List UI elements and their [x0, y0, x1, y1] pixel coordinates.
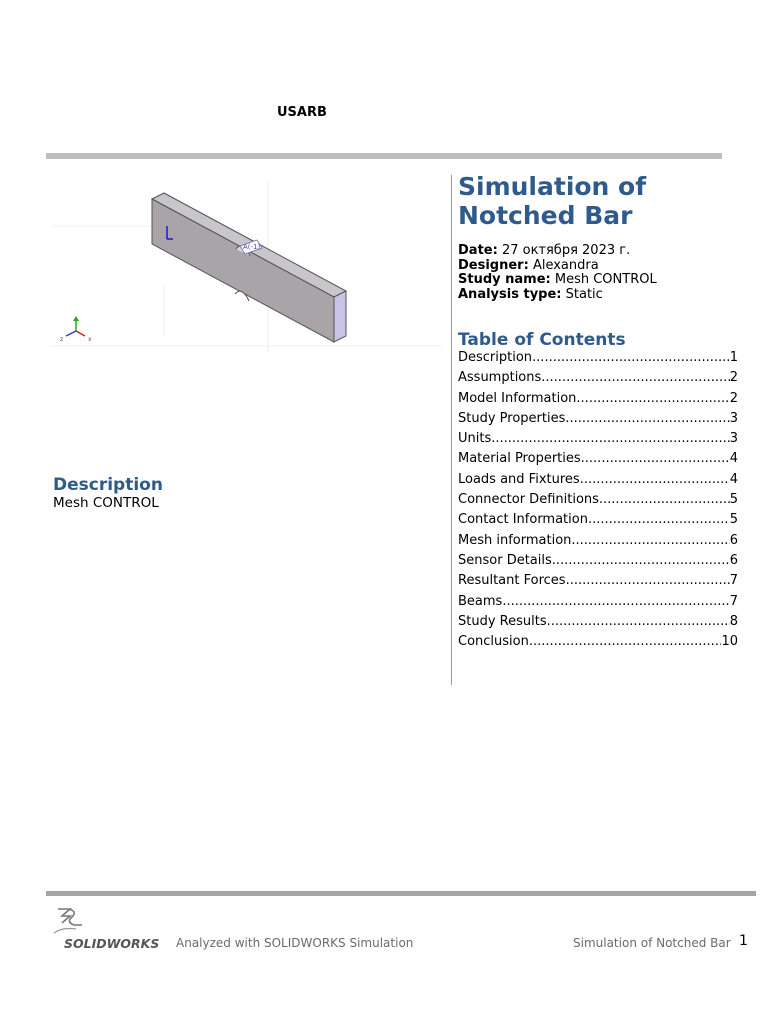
- toc-item[interactable]: Study Properties ..... 3: [458, 410, 738, 430]
- meta-date: Date: 27 октября 2023 г.: [458, 243, 631, 258]
- report-meta: [458, 244, 657, 302]
- meta-study-name: Study name: Mesh CONTROL: [458, 272, 657, 287]
- header-divider: [46, 153, 722, 159]
- meta-analysis-type: Analysis type: Static: [458, 286, 603, 302]
- toc-heading: Table of Contents: [458, 330, 626, 350]
- toc-item[interactable]: Mesh information ..... 6: [458, 532, 738, 552]
- toc-item[interactable]: Connector Definitions ..... 5: [458, 491, 738, 511]
- toc-item[interactable]: Study Results ..... 8: [458, 613, 738, 633]
- toc-item[interactable]: Description ..... 1: [458, 349, 738, 369]
- toc-item[interactable]: Sensor Details ..... 6: [458, 552, 738, 572]
- toc-item[interactable]: Contact Information ..... 5: [458, 511, 738, 531]
- column-divider: [451, 175, 452, 685]
- bar-end-face: [334, 291, 346, 342]
- toc-item[interactable]: Units ..... 3: [458, 430, 738, 450]
- toc-item[interactable]: Resultant Forces ..... 7: [458, 572, 738, 592]
- solidworks-logo-icon: [52, 905, 162, 953]
- svg-text:A(-1): A(-1): [243, 243, 261, 251]
- svg-text:x: x: [88, 336, 92, 343]
- page-number: 1: [739, 933, 748, 949]
- svg-text:SOLIDWORKS: SOLIDWORKS: [64, 936, 160, 951]
- axis-triad-icon: [60, 316, 92, 343]
- toc-item[interactable]: Model Information ..... 2: [458, 390, 738, 410]
- toc-item[interactable]: Loads and Fixtures ..... 4: [458, 471, 738, 491]
- description-heading: Description: [53, 475, 163, 495]
- description-text: Mesh CONTROL: [53, 495, 159, 511]
- table-of-contents: [458, 349, 738, 653]
- meta-designer: Designer: Alexandra: [458, 257, 599, 273]
- svg-text:z: z: [60, 336, 64, 343]
- toc-item[interactable]: Material Properties ..... 4: [458, 450, 738, 470]
- footer-divider: [46, 891, 756, 896]
- footer-analyzed-with: Analyzed with SOLIDWORKS Simulation: [176, 936, 414, 950]
- toc-item[interactable]: Beams ..... 7: [458, 593, 738, 613]
- footer-doc-title: Simulation of Notched Bar: [573, 936, 731, 950]
- report-title: Simulation of Notched Bar: [458, 172, 647, 230]
- model-image: [52, 176, 442, 356]
- toc-item[interactable]: Conclusion ..... 10: [458, 633, 738, 653]
- toc-item[interactable]: Assumptions ..... 2: [458, 369, 738, 389]
- company-name: USARB: [277, 105, 327, 120]
